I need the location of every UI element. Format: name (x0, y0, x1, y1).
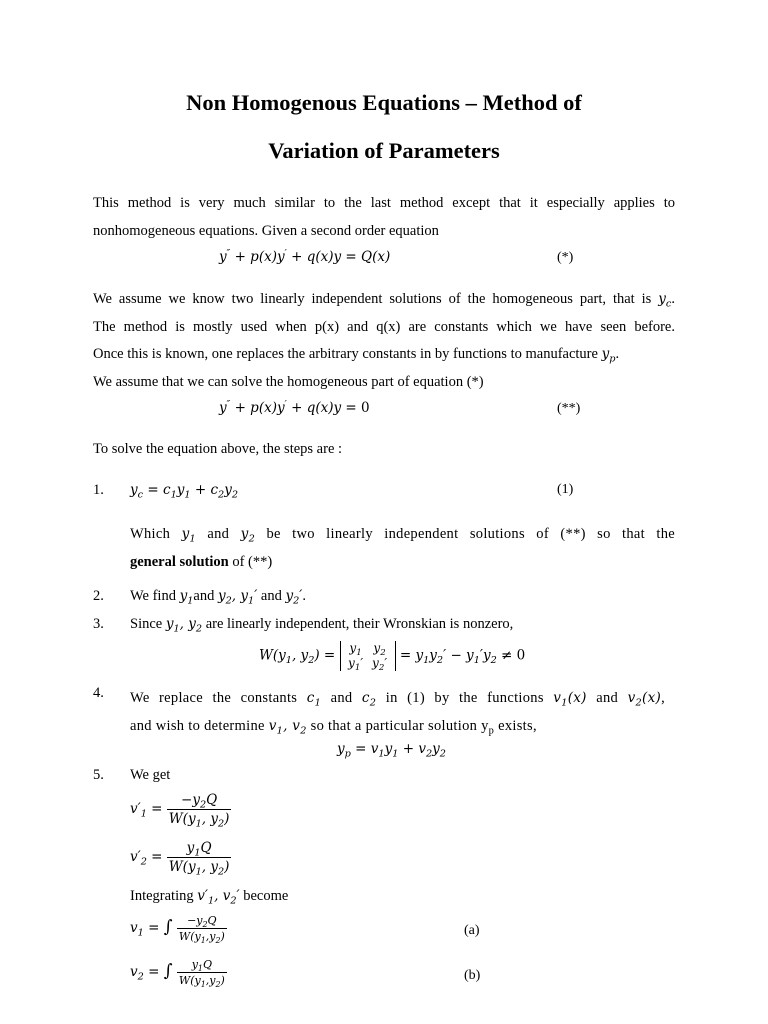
step-2-number: 2. (93, 588, 104, 604)
tag-b: (b) (464, 968, 481, 983)
wronskian-equation: $W(y_1$, $y_2) = y_1$ $y_2$ $y_1'$ $y_2' = y_1y_2' - y_1'y_2 \ne 0$ (259, 641, 526, 674)
step-2-text: We find $y_1and$ $y_2$, $y_1'$ and $y_2'$. (130, 588, 306, 607)
step-3-text: Since $y_1$, $y_2$ are linearly independent, their Wronskian is nonzero, (130, 616, 514, 635)
v2-prime-equation: $v'_2$ = $\frac{y_1Q}{W(y_1, y_2)}$ (130, 840, 230, 878)
particular-solution-equation: $y_p = v_1y_1 + v_2y_2$ (337, 741, 446, 760)
title-line-2: Variation of Parameters (268, 138, 500, 163)
wronskian-determinant: $y_1$ $y_2$ $y_1'$ $y_2'$ (340, 641, 396, 671)
step-5-number: 5. (93, 767, 104, 783)
intro-paragraph: This method is very much similar to the last method except that it especially applies to nonhomogeneous equations. Given a second order equation (93, 195, 675, 239)
step-1-tag: (1) (557, 482, 574, 497)
steps-intro: To solve the equation above, the steps are : (93, 441, 343, 457)
equation-double-star: y″ + p(x)y′ + q(x)y = 0 (219, 399, 370, 416)
integrating-text: Integrating $v'_1$, $v_2'$ become (130, 888, 289, 907)
step-4-text: We replace the constants $c_1$ and $c_2$ in (1) by the functions $v_1(x)$ and $v_2(x)$, and wish to determine $v_1$, $v_2$ so that a particular solution $y_p$ exists, (130, 690, 665, 737)
equation-double-star-tag: (**) (557, 401, 581, 416)
step-3-number: 3. (93, 616, 104, 632)
v1-integral-equation: $v_1$ = ∫ $\frac{-y_2Q}{W(y_1,y_2)}$ (130, 914, 225, 945)
step-1-text: Which $y_1$ and $y_2$ be two linearly independent solutions of (**) so that the general solution of (**) (130, 526, 675, 570)
step-1-equation: $y_c = c_1y_1 + c_2y_2$ (130, 482, 239, 501)
step-4-number: 4. (93, 685, 104, 701)
equation-star: y″ + p(x)y′ + q(x)y = Q(x) (219, 248, 391, 265)
paragraph-2: We assume we know two linearly independent solutions of the homogeneous part, that is $y_c$. The method is mostly used when p(x) and q(x) are constants which we have seen before. Once this is known, one replaces the arbitrary constants in by functions to manufacture $y_p$. We assume that we can solve the homogeneous part of equation (*) (93, 291, 675, 390)
tag-a: (a) (464, 923, 480, 938)
step-1-number: 1. (93, 482, 104, 498)
equation-star-tag: (*) (557, 250, 574, 265)
v2-integral-equation: $v_2$ = ∫ $\frac{y_1Q}{W(y_1,y_2)}$ (130, 958, 225, 989)
title-line-1: Non Homogenous Equations – Method of (186, 90, 582, 115)
step-5-text: We get (130, 767, 171, 783)
v1-prime-equation: $v'_1$ = $\frac{-y_2Q}{W(y_1, y_2)}$ (130, 792, 230, 830)
